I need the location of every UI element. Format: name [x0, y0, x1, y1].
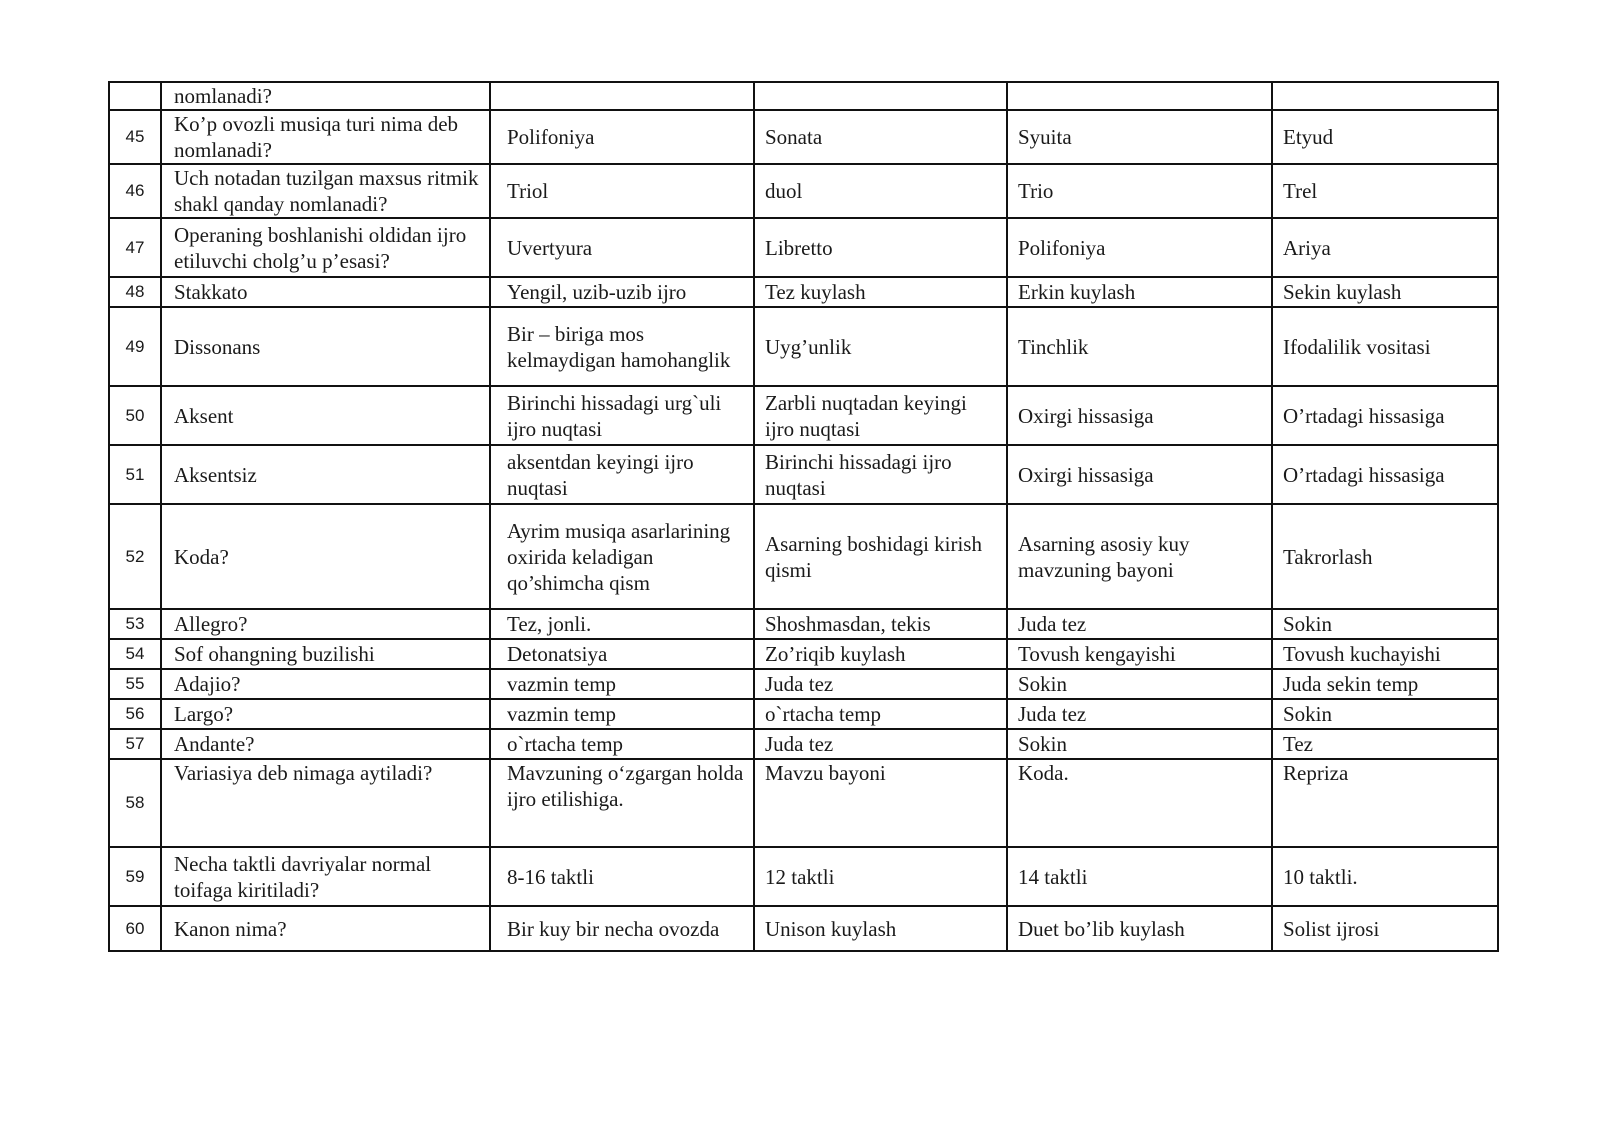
answer-b: Birinchi hissadagi ijro nuqtasi: [754, 445, 1007, 504]
answer-d: Sokin: [1272, 699, 1498, 729]
answer-b: Juda tez: [754, 729, 1007, 759]
question-number: [109, 82, 161, 110]
answer-a: Triol: [490, 164, 754, 218]
question-number: 47: [109, 218, 161, 277]
question-text: Adajio?: [161, 669, 490, 699]
question-number: 53: [109, 609, 161, 639]
answer-d: O’rtadagi hissasiga: [1272, 445, 1498, 504]
answer-d: Repriza: [1272, 759, 1498, 847]
question-text: Operaning boshlanishi oldidan ijro etiluvchi cholg’u p’esasi?: [161, 218, 490, 277]
question-text: Aksent: [161, 386, 490, 445]
question-text: Stakkato: [161, 277, 490, 307]
table-row: [109, 847, 1498, 906]
answer-b: Tez kuylash: [754, 277, 1007, 307]
question-text: Sof ohangning buzilishi: [161, 639, 490, 669]
table-row: [109, 639, 1498, 669]
answer-d: Solist ijrosi: [1272, 906, 1498, 951]
question-text: Necha taktli davriyalar normal toifaga kiritiladi?: [161, 847, 490, 906]
answer-c: Duet bo’lib kuylash: [1007, 906, 1272, 951]
question-text: Aksentsiz: [161, 445, 490, 504]
table-row: [109, 277, 1498, 307]
answer-a: Mavzuning o‘zgargan holda ijro etilishiga.: [490, 759, 754, 847]
question-number: 48: [109, 277, 161, 307]
answer-c: Juda tez: [1007, 699, 1272, 729]
answer-d: 10 taktli.: [1272, 847, 1498, 906]
table-row: [109, 82, 1498, 110]
answer-c: Sokin: [1007, 669, 1272, 699]
question-number: 52: [109, 504, 161, 609]
question-number: 55: [109, 669, 161, 699]
answer-c: Oxirgi hissasiga: [1007, 445, 1272, 504]
quiz-table-body: [109, 82, 1498, 951]
answer-b: [754, 82, 1007, 110]
answer-c: Syuita: [1007, 110, 1272, 164]
table-row: [109, 906, 1498, 951]
answer-c: [1007, 82, 1272, 110]
question-number: 60: [109, 906, 161, 951]
answer-c: Tovush kengayishi: [1007, 639, 1272, 669]
table-row: [109, 759, 1498, 847]
answer-b: 12 taktli: [754, 847, 1007, 906]
question-text: Variasiya deb nimaga aytiladi?: [161, 759, 490, 847]
answer-a: vazmin temp: [490, 669, 754, 699]
table-row: [109, 699, 1498, 729]
answer-b: Libretto: [754, 218, 1007, 277]
question-number: 54: [109, 639, 161, 669]
answer-c: Erkin kuylash: [1007, 277, 1272, 307]
answer-b: Juda tez: [754, 669, 1007, 699]
question-text: Koda?: [161, 504, 490, 609]
answer-a: Birinchi hissadagi urg`uli ijro nuqtasi: [490, 386, 754, 445]
table-row: [109, 386, 1498, 445]
question-number: 59: [109, 847, 161, 906]
answer-c: Tinchlik: [1007, 307, 1272, 386]
answer-d: Juda sekin temp: [1272, 669, 1498, 699]
question-text: Uch notadan tuzilgan maxsus ritmik shakl qanday nomlanadi?: [161, 164, 490, 218]
answer-c: Trio: [1007, 164, 1272, 218]
question-text: nomlanadi?: [161, 82, 490, 110]
answer-d: Takrorlash: [1272, 504, 1498, 609]
answer-b: o`rtacha temp: [754, 699, 1007, 729]
answer-a: Ayrim musiqa asarlarining oxirida keladigan qo’shimcha qism: [490, 504, 754, 609]
answer-a: Detonatsiya: [490, 639, 754, 669]
answer-c: Oxirgi hissasiga: [1007, 386, 1272, 445]
table-row: [109, 669, 1498, 699]
answer-b: Shoshmasdan, tekis: [754, 609, 1007, 639]
answer-d: Etyud: [1272, 110, 1498, 164]
answer-a: Bir – biriga mos kelmaydigan hamohanglik: [490, 307, 754, 386]
answer-b: Zo’riqib kuylash: [754, 639, 1007, 669]
table-row: [109, 445, 1498, 504]
answer-a: Polifoniya: [490, 110, 754, 164]
question-number: 50: [109, 386, 161, 445]
question-number: 45: [109, 110, 161, 164]
question-text: Ko’p ovozli musiqa turi nima deb nomlanadi?: [161, 110, 490, 164]
answer-a: o`rtacha temp: [490, 729, 754, 759]
answer-b: Mavzu bayoni: [754, 759, 1007, 847]
question-number: 58: [109, 759, 161, 847]
quiz-table: [108, 81, 1499, 952]
question-text: Allegro?: [161, 609, 490, 639]
answer-d: Ariya: [1272, 218, 1498, 277]
answer-b: Asarning boshidagi kirish qismi: [754, 504, 1007, 609]
answer-d: [1272, 82, 1498, 110]
question-number: 56: [109, 699, 161, 729]
answer-a: Bir kuy bir necha ovozda: [490, 906, 754, 951]
table-row: [109, 307, 1498, 386]
table-row: [109, 609, 1498, 639]
question-number: 51: [109, 445, 161, 504]
question-text: Largo?: [161, 699, 490, 729]
question-text: Dissonans: [161, 307, 490, 386]
answer-a: aksentdan keyingi ijro nuqtasi: [490, 445, 754, 504]
answer-a: Yengil, uzib-uzib ijro: [490, 277, 754, 307]
answer-c: Sokin: [1007, 729, 1272, 759]
answer-a: vazmin temp: [490, 699, 754, 729]
answer-d: O’rtadagi hissasiga: [1272, 386, 1498, 445]
answer-d: Sokin: [1272, 609, 1498, 639]
answer-d: Tez: [1272, 729, 1498, 759]
table-row: [109, 218, 1498, 277]
answer-d: Tovush kuchayishi: [1272, 639, 1498, 669]
answer-d: Trel: [1272, 164, 1498, 218]
answer-b: Sonata: [754, 110, 1007, 164]
question-number: 49: [109, 307, 161, 386]
answer-d: Ifodalilik vositasi: [1272, 307, 1498, 386]
answer-c: Polifoniya: [1007, 218, 1272, 277]
answer-c: 14 taktli: [1007, 847, 1272, 906]
answer-a: Tez, jonli.: [490, 609, 754, 639]
table-row: [109, 164, 1498, 218]
question-text: Kanon nima?: [161, 906, 490, 951]
question-text: Andante?: [161, 729, 490, 759]
answer-a: Uvertyura: [490, 218, 754, 277]
answer-c: Koda.: [1007, 759, 1272, 847]
question-number: 46: [109, 164, 161, 218]
answer-c: Juda tez: [1007, 609, 1272, 639]
answer-d: Sekin kuylash: [1272, 277, 1498, 307]
answer-c: Asarning asosiy kuy mavzuning bayoni: [1007, 504, 1272, 609]
answer-a: [490, 82, 754, 110]
answer-b: Unison kuylash: [754, 906, 1007, 951]
answer-a: 8-16 taktli: [490, 847, 754, 906]
table-row: [109, 729, 1498, 759]
question-number: 57: [109, 729, 161, 759]
table-row: [109, 110, 1498, 164]
answer-b: Uyg’unlik: [754, 307, 1007, 386]
table-row: [109, 504, 1498, 609]
answer-b: duol: [754, 164, 1007, 218]
answer-b: Zarbli nuqtadan keyingi ijro nuqtasi: [754, 386, 1007, 445]
